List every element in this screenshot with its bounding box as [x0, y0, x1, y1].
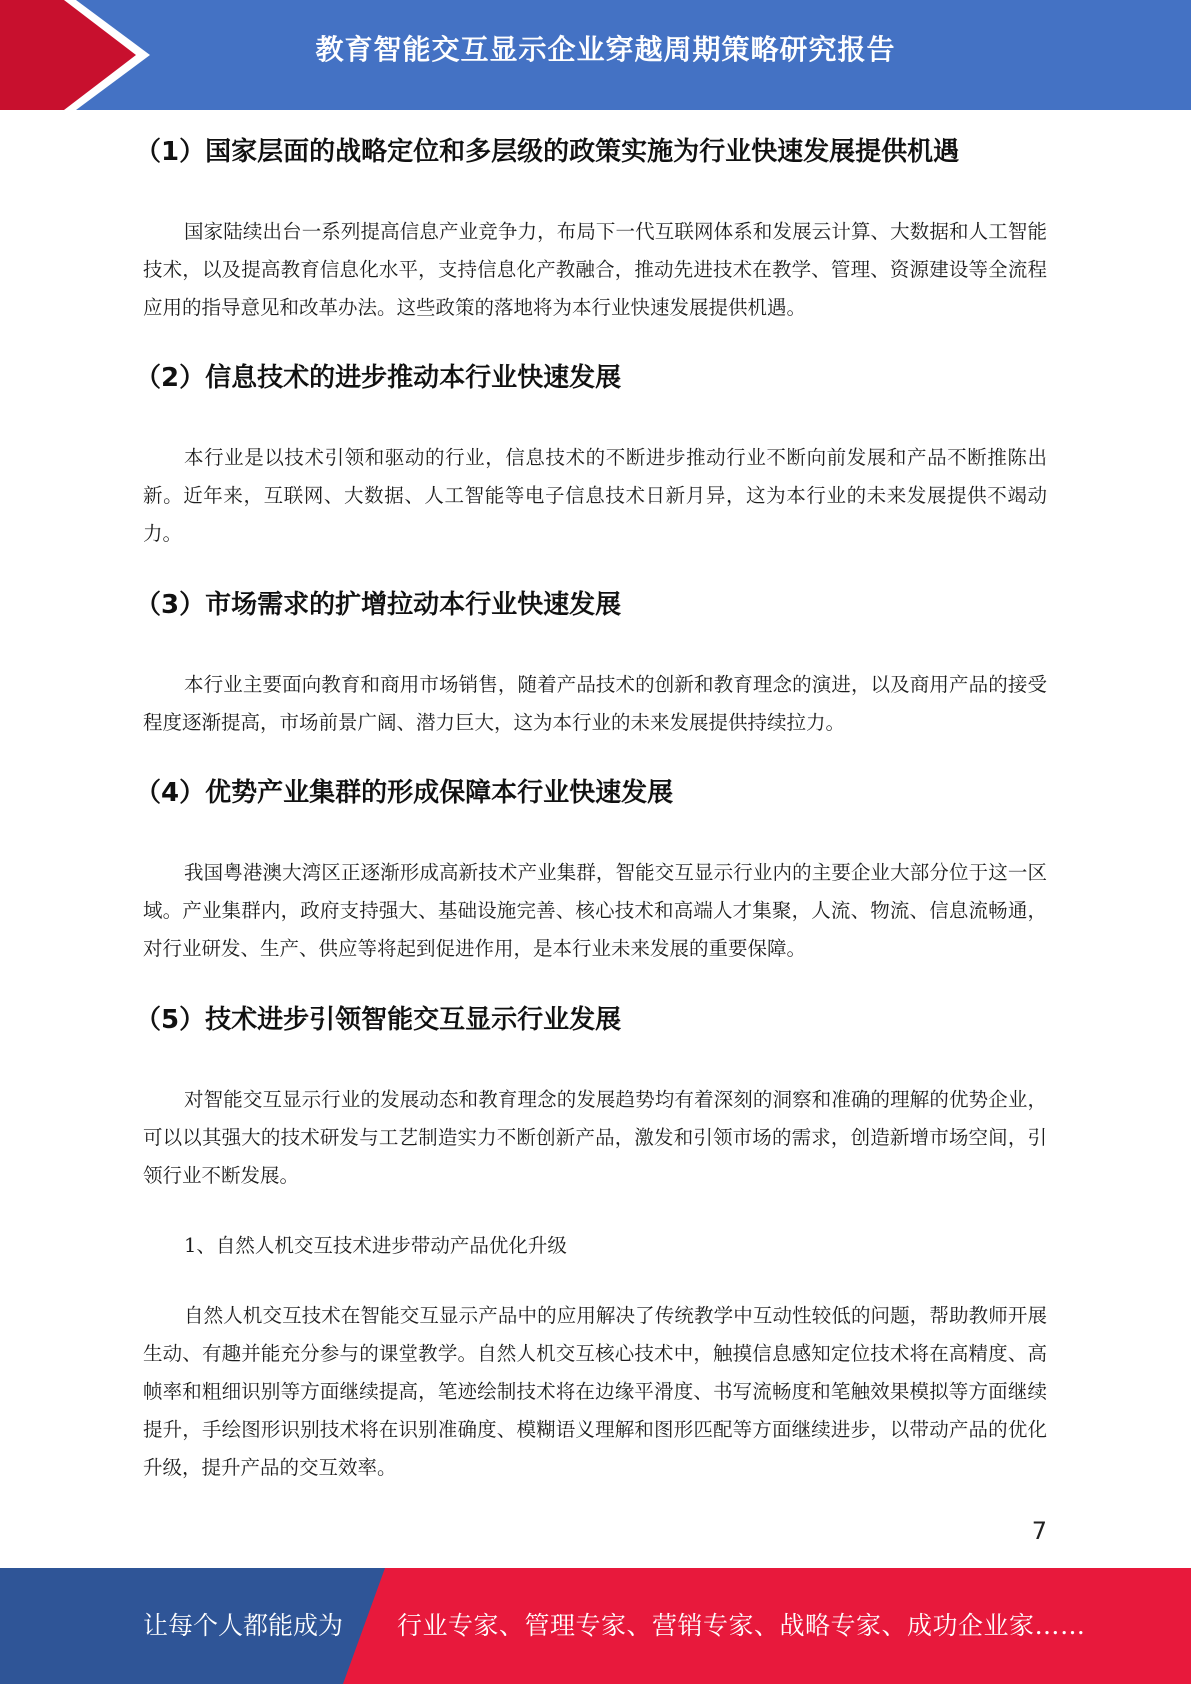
page-number: 7: [1031, 1517, 1047, 1545]
section-heading-3: （3）市场需求的扩增拉动本行业快速发展: [135, 590, 622, 620]
section-heading-1: （1）国家层面的战略定位和多层级的政策实施为行业快速发展提供机遇: [135, 137, 960, 167]
section-paragraph-3: 本行业主要面向教育和商用市场销售，随着产品技术的创新和教育理念的演进，以及商用产品的接受程度逐渐提高，市场前景广阔、潜力巨大，这为本行业的未来发展提供持续拉力。: [143, 673, 1047, 734]
report-title: 教育智能交互显示企业穿越周期策略研究报告: [315, 33, 896, 66]
page-footer: [0, 1568, 1191, 1684]
sub-item-heading: 1、自然人机交互技术进步带动产品优化升级: [184, 1234, 567, 1257]
section-paragraph-5: 对智能交互显示行业的发展动态和教育理念的发展趋势均有着深刻的洞察和准确的理解的优势企业，可以以其强大的技术研发与工艺制造实力不断创新产品，激发和引领市场的需求，创造新增市场空间，引领行业不断发展。: [143, 1088, 1047, 1187]
footer-slogan-left: 让每个人都能成为: [143, 1611, 344, 1640]
sub-item-paragraph: 自然人机交互技术在智能交互显示产品中的应用解决了传统教学中互动性较低的问题，帮助教师开展生动、有趣并能充分参与的课堂教学。自然人机交互核心技术中，触摸信息感知定位技术将在高精度、高帧率和粗细识别等方面继续提高，笔迹绘制技术将在边缘平滑度、书写流畅度和笔触效果模拟等方面继续提升，手绘图形识别技术将在识别准确度、模糊语义理解和图形匹配等方面继续进步，以带动产品的优化升级，提升产品的交互效率。: [143, 1304, 1047, 1479]
section-heading-4: （4）优势产业集群的形成保障本行业快速发展: [135, 778, 674, 808]
footer-slogan-right: 行业专家、管理专家、营销专家、战略专家、成功企业家……: [397, 1611, 1086, 1640]
page-header: [0, 0, 1191, 110]
section-paragraph-2: 本行业是以技术引领和驱动的行业，信息技术的不断进步推动行业不断向前发展和产品不断推陈出新。近年来，互联网、大数据、人工智能等电子信息技术日新月异，这为本行业的未来发展提供不竭动力。: [143, 446, 1047, 545]
page-content: [135, 110, 1047, 1487]
section-heading-5: （5）技术进步引领智能交互显示行业发展: [135, 1005, 622, 1035]
section-paragraph-4: 我国粤港澳大湾区正逐渐形成高新技术产业集群，智能交互显示行业内的主要企业大部分位于这一区域。产业集群内，政府支持强大、基础设施完善、核心技术和高端人才集聚，人流、物流、信息流畅通，对行业研发、生产、供应等将起到促进作用，是本行业未来发展的重要保障。: [143, 861, 1047, 960]
section-paragraph-1: 国家陆续出台一系列提高信息产业竞争力，布局下一代互联网体系和发展云计算、大数据和人工智能技术，以及提高教育信息化水平，支持信息化产教融合，推动先进技术在教学、管理、资源建设等全流程应用的指导意见和改革办法。这些政策的落地将为本行业快速发展提供机遇。: [143, 220, 1047, 319]
section-heading-2: （2）信息技术的进步推动本行业快速发展: [135, 363, 622, 393]
